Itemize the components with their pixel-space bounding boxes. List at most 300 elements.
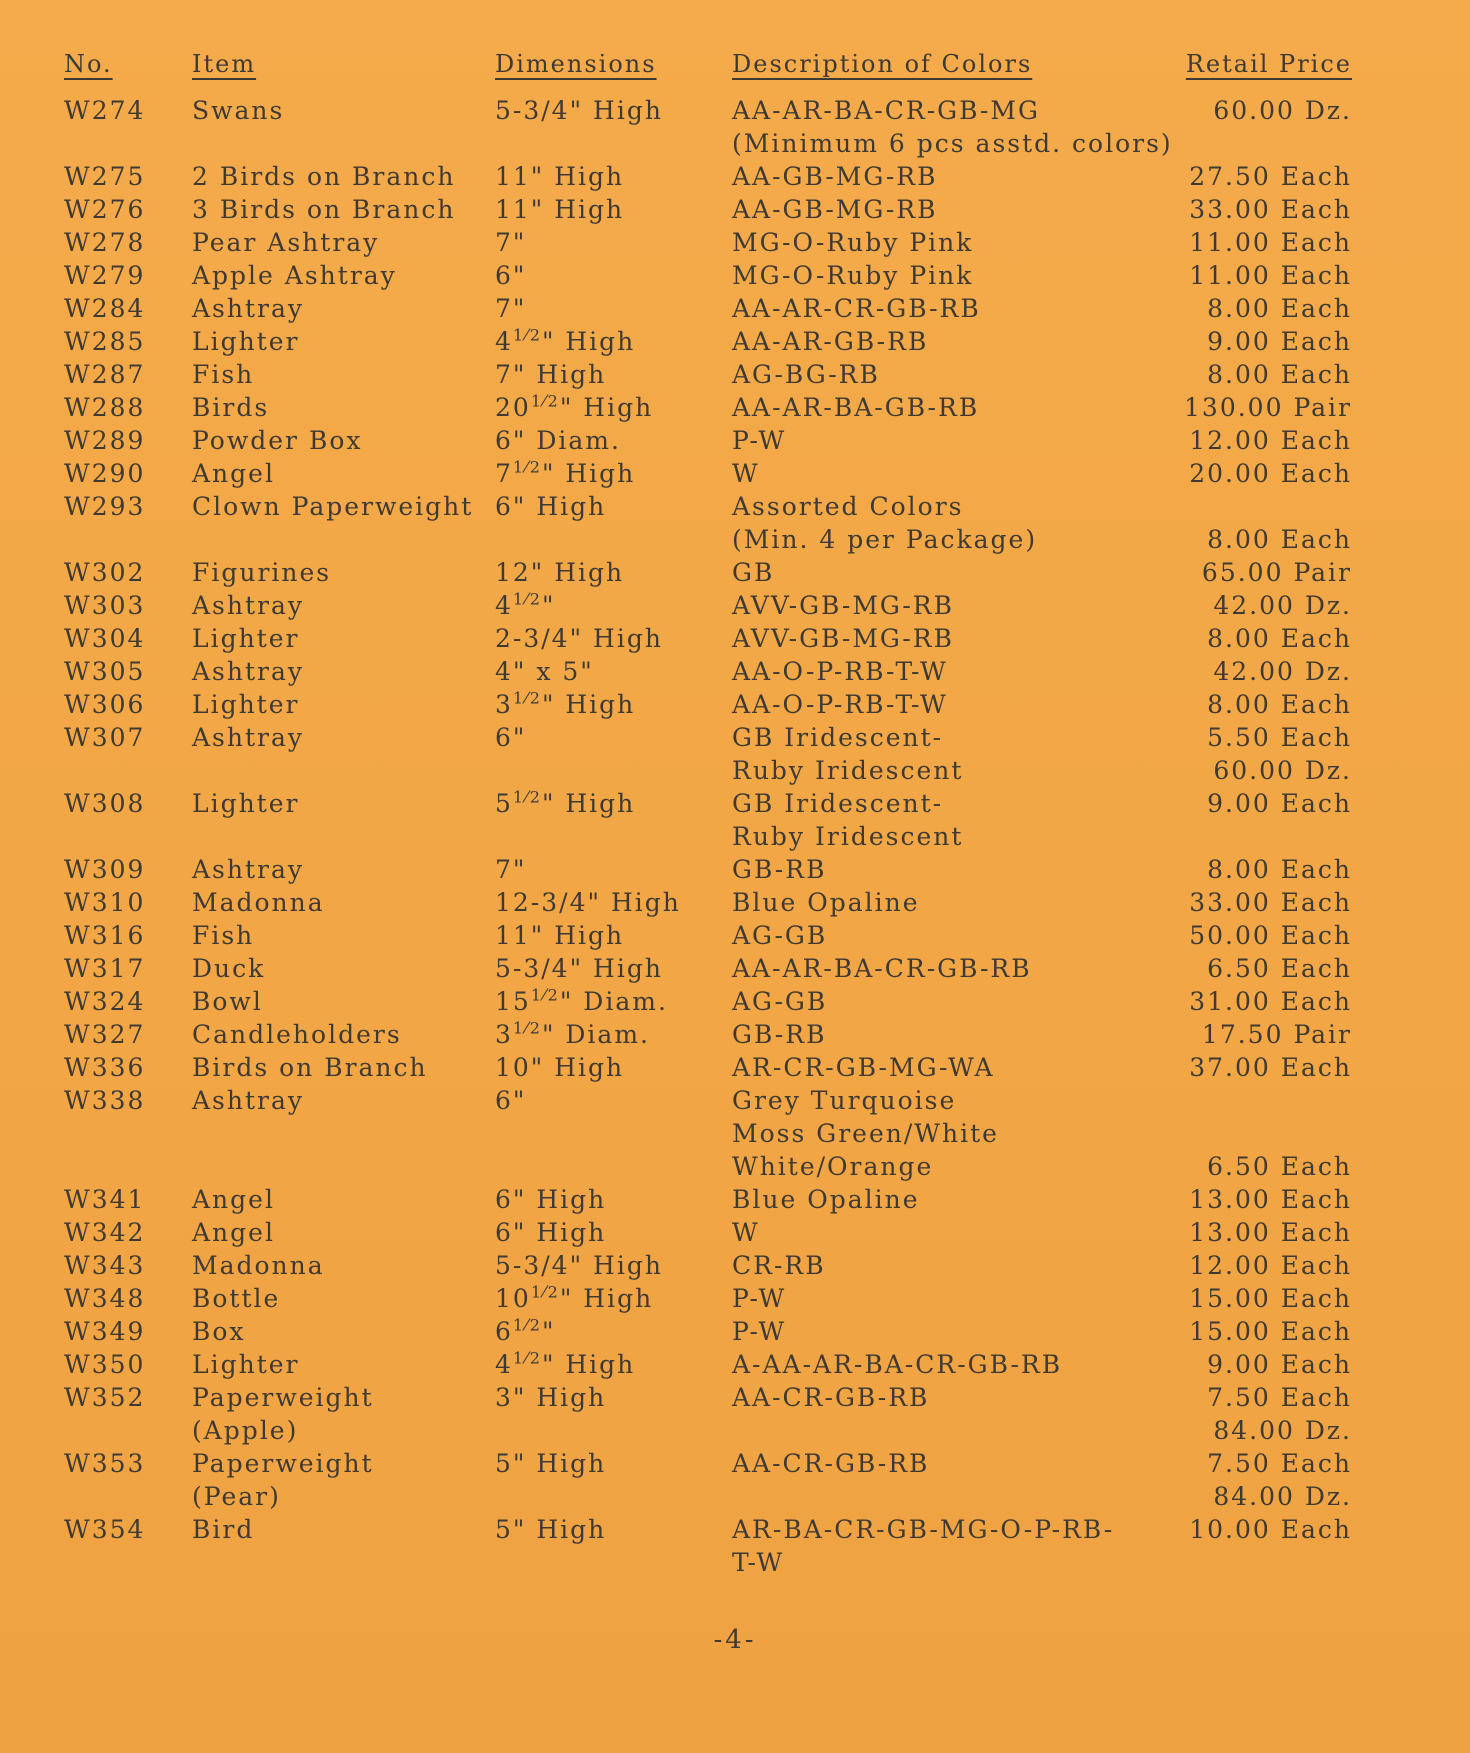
table-row — [52, 391, 1352, 424]
item-number: W327 — [64, 1020, 146, 1049]
cell-price — [1170, 985, 1352, 1018]
cell-dimensions — [483, 886, 720, 919]
retail-price: 42.00 Dz. — [1213, 591, 1352, 620]
cell-colors — [720, 1183, 1170, 1216]
cell-colors — [720, 886, 1170, 919]
cell-no — [52, 1183, 180, 1216]
cell-price — [1170, 655, 1352, 688]
item-number: W342 — [64, 1218, 146, 1247]
cell-dimensions — [483, 1183, 720, 1216]
retail-price: 8.00 Each — [1207, 525, 1352, 554]
retail-price: 11.00 Each — [1189, 261, 1352, 290]
dimension-value: 6" High — [495, 492, 607, 521]
cell-no — [52, 1216, 180, 1249]
table-row — [52, 589, 1352, 622]
dimension-value: $4^{1⁄2}$" High — [495, 325, 636, 356]
cell-no — [52, 985, 180, 1018]
cell-item — [180, 919, 483, 952]
color-description: GB-RB — [732, 1020, 827, 1049]
cell-item — [180, 1084, 483, 1183]
item-number: W276 — [64, 195, 146, 224]
color-description: AA-GB-MG-RB — [732, 162, 938, 191]
cell-price — [1170, 919, 1352, 952]
retail-price: 8.00 Each — [1207, 294, 1352, 323]
retail-price: 8.00 Each — [1207, 690, 1352, 719]
cell-dimensions — [483, 1084, 720, 1183]
cell-price — [1170, 1447, 1352, 1513]
cell-item — [180, 985, 483, 1018]
table-row — [52, 919, 1352, 952]
half-fraction: 1⁄2 — [530, 1282, 560, 1302]
cell-price — [1170, 226, 1352, 259]
color-description: AA-O-P-RB-T-W — [732, 690, 948, 719]
table-row — [52, 1447, 1352, 1513]
cell-item — [180, 1513, 483, 1579]
item-number: W343 — [64, 1251, 146, 1280]
cell-colors — [720, 985, 1170, 1018]
retail-price: 65.00 Pair — [1201, 558, 1352, 587]
table-row — [52, 853, 1352, 886]
cell-colors — [720, 1051, 1170, 1084]
item-number: W278 — [64, 228, 146, 257]
dimension-value: 5-3/4" High — [495, 96, 663, 125]
retail-price: 27.50 Each — [1189, 162, 1352, 191]
dimension-value: $5^{1⁄2}$" High — [495, 787, 636, 818]
cell-item — [180, 94, 483, 160]
dimension-value: 7" — [495, 228, 527, 257]
dimension-value: 7" High — [495, 360, 607, 389]
item-name: (Apple) — [192, 1416, 299, 1445]
cell-dimensions — [483, 226, 720, 259]
dimension-value: $10^{1⁄2}$" High — [495, 1282, 654, 1313]
cell-item — [180, 259, 483, 292]
cell-no — [52, 853, 180, 886]
half-fraction: 1⁄2 — [530, 985, 560, 1005]
item-number: W304 — [64, 624, 146, 653]
cell-price — [1170, 1282, 1352, 1315]
cell-price — [1170, 94, 1352, 160]
cell-item — [180, 655, 483, 688]
half-fraction: 1⁄2 — [512, 688, 542, 708]
retail-price: 60.00 Dz. — [1213, 756, 1352, 785]
cell-price — [1170, 952, 1352, 985]
item-name: Swans — [192, 96, 285, 125]
cell-no — [52, 490, 180, 556]
table-row — [52, 952, 1352, 985]
cell-item — [180, 391, 483, 424]
dimension-value: 10" High — [495, 1053, 625, 1082]
cell-no — [52, 193, 180, 226]
retail-price: 9.00 Each — [1207, 789, 1352, 818]
cell-no — [52, 1018, 180, 1051]
cell-colors — [720, 556, 1170, 589]
item-name: Ashtray — [192, 855, 305, 884]
header-colors: Description of Colors — [732, 50, 1033, 78]
color-description: GB — [732, 558, 775, 587]
item-number: W350 — [64, 1350, 146, 1379]
cell-colors — [720, 259, 1170, 292]
cell-no — [52, 457, 180, 490]
dimension-value: $15^{1⁄2}$" Diam. — [495, 985, 668, 1016]
cell-colors — [720, 721, 1170, 787]
dimension-value: $6^{1⁄2}$" — [495, 1315, 556, 1346]
cell-item — [180, 193, 483, 226]
cell-colors — [720, 919, 1170, 952]
dimension-value: $4^{1⁄2}$" High — [495, 1348, 636, 1379]
cell-no — [52, 424, 180, 457]
item-name: (Pear) — [192, 1482, 281, 1511]
price-list-table — [52, 50, 1352, 1579]
table-row — [52, 1183, 1352, 1216]
color-description: MG-O-Ruby Pink — [732, 261, 974, 290]
item-number: W307 — [64, 723, 146, 752]
retail-price: 37.00 Each — [1189, 1053, 1352, 1082]
cell-no — [52, 721, 180, 787]
item-number: W303 — [64, 591, 146, 620]
cell-colors — [720, 358, 1170, 391]
item-name: Lighter — [192, 690, 300, 719]
cell-price — [1170, 622, 1352, 655]
item-number: W275 — [64, 162, 146, 191]
cell-dimensions — [483, 1249, 720, 1282]
cell-no — [52, 1249, 180, 1282]
cell-price — [1170, 193, 1352, 226]
table-row — [52, 1084, 1352, 1183]
cell-price — [1170, 1513, 1352, 1579]
item-number: W353 — [64, 1449, 146, 1478]
table-row — [52, 1216, 1352, 1249]
color-description: AA-AR-BA-CR-GB-RB — [732, 954, 1032, 983]
cell-price — [1170, 1315, 1352, 1348]
table-row — [52, 655, 1352, 688]
cell-dimensions — [483, 853, 720, 886]
color-description: Ruby Iridescent — [732, 822, 964, 851]
color-description: Assorted Colors — [732, 492, 964, 521]
cell-item — [180, 1381, 483, 1447]
retail-price: 8.00 Each — [1207, 624, 1352, 653]
cell-item — [180, 1315, 483, 1348]
retail-price: 84.00 Dz. — [1213, 1416, 1352, 1445]
color-description: GB-RB — [732, 855, 827, 884]
item-name: Ashtray — [192, 657, 305, 686]
cell-colors — [720, 1216, 1170, 1249]
cell-dimensions — [483, 94, 720, 160]
table-row — [52, 1381, 1352, 1447]
cell-price — [1170, 556, 1352, 589]
color-description: White/Orange — [732, 1152, 934, 1181]
item-number: W302 — [64, 558, 146, 587]
item-name: Bottle — [192, 1284, 281, 1313]
table-row — [52, 787, 1352, 853]
cell-item — [180, 160, 483, 193]
dimension-value: 11" High — [495, 195, 625, 224]
color-description: Blue Opaline — [732, 888, 920, 917]
cell-price — [1170, 490, 1352, 556]
table-row — [52, 259, 1352, 292]
cell-item — [180, 1051, 483, 1084]
cell-price — [1170, 292, 1352, 325]
cell-item — [180, 1348, 483, 1381]
dimension-value: 12-3/4" High — [495, 888, 681, 917]
cell-colors — [720, 457, 1170, 490]
item-number: W341 — [64, 1185, 146, 1214]
cell-price — [1170, 1051, 1352, 1084]
cell-dimensions — [483, 622, 720, 655]
cell-price — [1170, 424, 1352, 457]
item-name: Lighter — [192, 327, 300, 356]
cell-colors — [720, 1513, 1170, 1579]
cell-colors — [720, 622, 1170, 655]
header-dimensions: Dimensions — [495, 50, 657, 78]
item-name: Birds — [192, 393, 270, 422]
cell-item — [180, 1216, 483, 1249]
dimension-value: 6" — [495, 723, 527, 752]
cell-item — [180, 226, 483, 259]
retail-price: 8.00 Each — [1207, 360, 1352, 389]
item-name: Lighter — [192, 789, 300, 818]
retail-price: 42.00 Dz. — [1213, 657, 1352, 686]
item-number: W306 — [64, 690, 146, 719]
item-name: Ashtray — [192, 294, 305, 323]
table-row — [52, 424, 1352, 457]
color-description: GB Iridescent- — [732, 723, 944, 752]
cell-dimensions — [483, 721, 720, 787]
item-number: W305 — [64, 657, 146, 686]
retail-price: 6.50 Each — [1207, 1152, 1352, 1181]
cell-price — [1170, 1183, 1352, 1216]
half-fraction: 1⁄2 — [512, 1348, 542, 1368]
dimension-value: $3^{1⁄2}$" High — [495, 688, 636, 719]
header-price: Retail Price — [1185, 50, 1352, 78]
cell-colors — [720, 952, 1170, 985]
item-name: Figurines — [192, 558, 332, 587]
cell-item — [180, 1447, 483, 1513]
cell-dimensions — [483, 424, 720, 457]
half-fraction: 1⁄2 — [512, 589, 542, 609]
dimension-value: 6" — [495, 1086, 527, 1115]
cell-price — [1170, 358, 1352, 391]
cell-dimensions — [483, 919, 720, 952]
cell-colors — [720, 1447, 1170, 1513]
retail-price: 84.00 Dz. — [1213, 1482, 1352, 1511]
cell-colors — [720, 853, 1170, 886]
retail-price: 9.00 Each — [1207, 327, 1352, 356]
table-row — [52, 985, 1352, 1018]
cell-colors — [720, 688, 1170, 721]
item-name: Clown Paperweight — [192, 492, 474, 521]
cell-dimensions — [483, 358, 720, 391]
cell-dimensions — [483, 1282, 720, 1315]
cell-item — [180, 292, 483, 325]
table-row — [52, 94, 1352, 160]
color-description: AA-CR-GB-RB — [732, 1449, 930, 1478]
cell-price — [1170, 589, 1352, 622]
cell-dimensions — [483, 589, 720, 622]
cell-colors — [720, 1315, 1170, 1348]
cell-item — [180, 325, 483, 358]
cell-no — [52, 325, 180, 358]
cell-colors — [720, 424, 1170, 457]
item-number: W354 — [64, 1515, 146, 1544]
retail-price: 60.00 Dz. — [1213, 96, 1352, 125]
item-name: Lighter — [192, 624, 300, 653]
color-description: AA-CR-GB-RB — [732, 1383, 930, 1412]
item-number: W352 — [64, 1383, 146, 1412]
cell-item — [180, 490, 483, 556]
cell-colors — [720, 1084, 1170, 1183]
cell-price — [1170, 1348, 1352, 1381]
half-fraction: 1⁄2 — [530, 391, 560, 411]
color-description: P-W — [732, 1317, 787, 1346]
cell-item — [180, 853, 483, 886]
cell-no — [52, 1282, 180, 1315]
cell-dimensions — [483, 556, 720, 589]
item-number: W279 — [64, 261, 146, 290]
item-name: Lighter — [192, 1350, 300, 1379]
cell-dimensions — [483, 655, 720, 688]
cell-no — [52, 688, 180, 721]
color-description: Moss Green/White — [732, 1119, 999, 1148]
retail-price — [1170, 490, 1352, 523]
retail-price: 7.50 Each — [1207, 1383, 1352, 1412]
retail-price: 13.00 Each — [1189, 1185, 1352, 1214]
retail-price: 6.50 Each — [1207, 954, 1352, 983]
item-name: Candleholders — [192, 1020, 402, 1049]
header-no: No. — [64, 50, 113, 78]
cell-item — [180, 424, 483, 457]
item-number: W310 — [64, 888, 146, 917]
cell-colors — [720, 94, 1173, 160]
color-description: W — [732, 459, 760, 488]
cell-dimensions — [483, 787, 720, 853]
item-name: Duck — [192, 954, 266, 983]
item-name: Fish — [192, 360, 255, 389]
item-number: W289 — [64, 426, 146, 455]
retail-price: 15.00 Each — [1189, 1317, 1352, 1346]
cell-price — [1170, 457, 1352, 490]
item-name: Madonna — [192, 1251, 325, 1280]
cell-dimensions — [483, 952, 720, 985]
color-description: AG-GB — [732, 921, 828, 950]
color-description: AA-O-P-RB-T-W — [732, 657, 948, 686]
retail-price: 10.00 Each — [1189, 1515, 1352, 1544]
cell-price — [1170, 325, 1352, 358]
cell-price — [1170, 787, 1352, 853]
cell-no — [52, 358, 180, 391]
dimension-value: $20^{1⁄2}$" High — [495, 391, 654, 422]
cell-colors — [720, 226, 1170, 259]
half-fraction: 1⁄2 — [512, 1018, 542, 1038]
color-description: AG-BG-RB — [732, 360, 880, 389]
retail-price: 12.00 Each — [1189, 426, 1352, 455]
dimension-value: 11" High — [495, 921, 625, 950]
dimension-value: $4^{1⁄2}$" — [495, 589, 556, 620]
item-name: Birds on Branch — [192, 1053, 428, 1082]
color-description: Ruby Iridescent — [732, 756, 964, 785]
cell-colors — [720, 325, 1170, 358]
item-number: W317 — [64, 954, 146, 983]
cell-item — [180, 556, 483, 589]
cell-colors — [720, 193, 1170, 226]
retail-price: 17.50 Pair — [1201, 1020, 1352, 1049]
retail-price: 31.00 Each — [1189, 987, 1352, 1016]
retail-price — [1170, 1117, 1352, 1150]
cell-dimensions — [483, 457, 720, 490]
cell-price — [1170, 688, 1352, 721]
cell-no — [52, 655, 180, 688]
dimension-value: 5" High — [495, 1515, 607, 1544]
table-row — [52, 1249, 1352, 1282]
item-name: Paperweight — [192, 1383, 374, 1412]
table-row — [52, 886, 1352, 919]
table-row — [52, 358, 1352, 391]
cell-item — [180, 1282, 483, 1315]
retail-price: 15.00 Each — [1189, 1284, 1352, 1313]
cell-dimensions — [483, 1018, 720, 1051]
color-description: AA-AR-BA-GB-RB — [732, 393, 980, 422]
cell-price — [1170, 1084, 1352, 1183]
color-description: (Min. 4 per Package) — [732, 525, 1038, 554]
cell-price — [1170, 160, 1352, 193]
cell-no — [52, 919, 180, 952]
color-description: AA-GB-MG-RB — [732, 195, 938, 224]
table-row — [52, 1018, 1352, 1051]
cell-item — [180, 1018, 483, 1051]
item-name: Angel — [192, 459, 275, 488]
item-number: W308 — [64, 789, 146, 818]
item-name: Paperweight — [192, 1449, 374, 1478]
item-name: Angel — [192, 1185, 275, 1214]
item-number: W288 — [64, 393, 146, 422]
item-name: Box — [192, 1317, 246, 1346]
retail-price: 130.00 Pair — [1184, 393, 1352, 422]
item-number: W348 — [64, 1284, 146, 1313]
cell-dimensions — [483, 688, 720, 721]
retail-price: 9.00 Each — [1207, 1350, 1352, 1379]
cell-item — [180, 952, 483, 985]
retail-price: 33.00 Each — [1189, 195, 1352, 224]
item-name: Fish — [192, 921, 255, 950]
cell-no — [52, 1051, 180, 1084]
item-number: W316 — [64, 921, 146, 950]
color-description: AVV-GB-MG-RB — [732, 591, 954, 620]
cell-price — [1170, 721, 1352, 787]
color-description: P-W — [732, 1284, 787, 1313]
cell-no — [52, 160, 180, 193]
table-row — [52, 622, 1352, 655]
cell-colors — [720, 292, 1170, 325]
cell-dimensions — [483, 292, 720, 325]
cell-item — [180, 1183, 483, 1216]
cell-colors — [720, 1348, 1170, 1381]
dimension-value: 3" High — [495, 1383, 607, 1412]
table-row — [52, 721, 1352, 787]
item-name: 2 Birds on Branch — [192, 162, 456, 191]
dimension-value: 5-3/4" High — [495, 954, 663, 983]
cell-item — [180, 787, 483, 853]
cell-colors — [720, 1249, 1170, 1282]
cell-no — [52, 1084, 180, 1183]
table-row — [52, 490, 1352, 556]
retail-price: 20.00 Each — [1189, 459, 1352, 488]
cell-no — [52, 1315, 180, 1348]
table-row — [52, 193, 1352, 226]
cell-dimensions — [483, 985, 720, 1018]
cell-dimensions — [483, 1315, 720, 1348]
table-row — [52, 556, 1352, 589]
dimension-value: 7" — [495, 294, 527, 323]
dimension-value: 12" High — [495, 558, 625, 587]
